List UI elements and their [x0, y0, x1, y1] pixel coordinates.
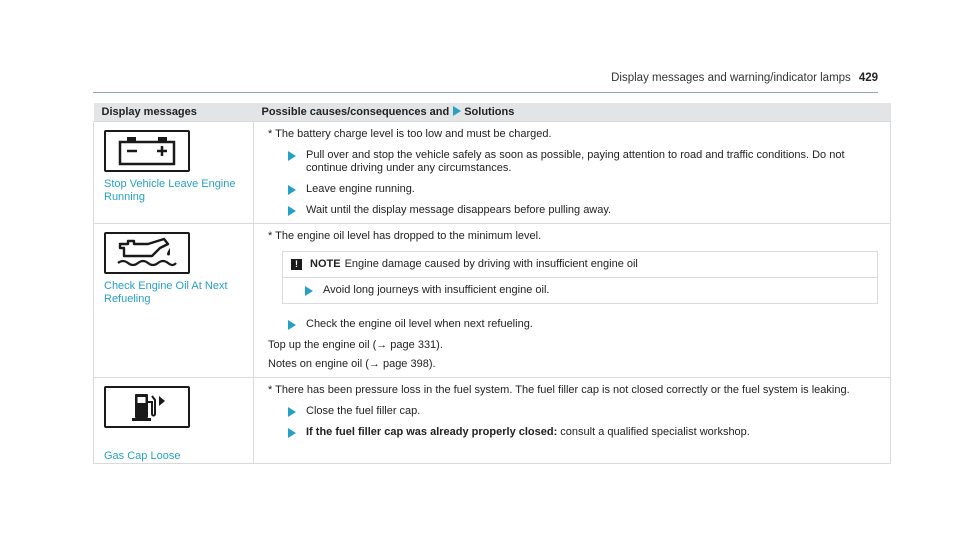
arrow-icon	[453, 106, 461, 116]
cause-text: * The battery charge level is too low and must be charged.	[268, 128, 552, 140]
message-cell	[94, 224, 254, 378]
section-title: Display messages and warning/indicator lamps	[611, 72, 851, 84]
fuel-cap-icon	[104, 386, 190, 428]
oil-can-icon	[104, 232, 190, 274]
note-label: NOTE	[310, 258, 341, 270]
cause-text: * There has been pressure loss in the fuel system. The fuel filler cap is not closed correctly or the fuel system is leaking.	[268, 384, 850, 396]
table-row	[94, 378, 891, 464]
message-cell	[94, 378, 254, 464]
table-header-row	[94, 103, 891, 122]
message-label: Stop Vehicle Leave Engine Running	[104, 178, 236, 203]
solution-cell	[254, 378, 891, 464]
column-header-causes-solutions: Possible causes/consequences and Solutions	[254, 103, 891, 122]
note-box	[282, 251, 878, 304]
header-divider	[93, 92, 878, 93]
cross-reference: Top up the engine oil (→ page 331).	[268, 339, 443, 351]
arrow-icon	[305, 286, 313, 296]
arrow-icon	[288, 151, 296, 161]
solution-step: Leave engine running.	[288, 183, 878, 196]
table-row	[94, 122, 891, 224]
condition-text: If the fuel filler cap was already properly closed:	[306, 426, 558, 438]
solution-step: Avoid long journeys with insufficient engine oil.	[305, 284, 877, 297]
running-header	[611, 72, 878, 84]
message-cell	[94, 122, 254, 224]
arrow-icon	[288, 206, 296, 216]
solution-step: Pull over and stop the vehicle safely as soon as possible, paying attention to road and traffic conditions. Do not continue driving under any circumstances.	[288, 149, 878, 175]
cross-reference: Notes on engine oil (→ page 398).	[268, 358, 436, 370]
message-label: Gas Cap Loose	[104, 450, 181, 462]
table-row	[94, 224, 891, 378]
page-number: 429	[858, 72, 878, 84]
arrow-icon	[288, 428, 296, 438]
solution-step: If the fuel filler cap was already properly closed: consult a qualified specialist workshop.	[288, 426, 878, 439]
display-messages-table	[93, 103, 891, 464]
solution-step: Close the fuel filler cap.	[288, 405, 878, 418]
note-header	[283, 252, 877, 277]
arrow-icon	[288, 407, 296, 417]
solution-step: Check the engine oil level when next refueling.	[288, 318, 878, 331]
note-text: Engine damage caused by driving with insufficient engine oil	[344, 258, 638, 270]
note-step	[283, 277, 877, 303]
battery-icon	[104, 130, 190, 172]
solution-step: Wait until the display message disappears before pulling away.	[288, 204, 878, 217]
solution-cell	[254, 224, 891, 378]
arrow-icon	[288, 320, 296, 330]
cause-text: * The engine oil level has dropped to the minimum level.	[268, 230, 542, 242]
message-label: Check Engine Oil At Next Refueling	[104, 280, 228, 305]
solution-cell	[254, 122, 891, 224]
arrow-icon	[288, 185, 296, 195]
warning-icon: !	[291, 259, 302, 270]
column-header-display-messages: Display messages	[94, 103, 254, 122]
